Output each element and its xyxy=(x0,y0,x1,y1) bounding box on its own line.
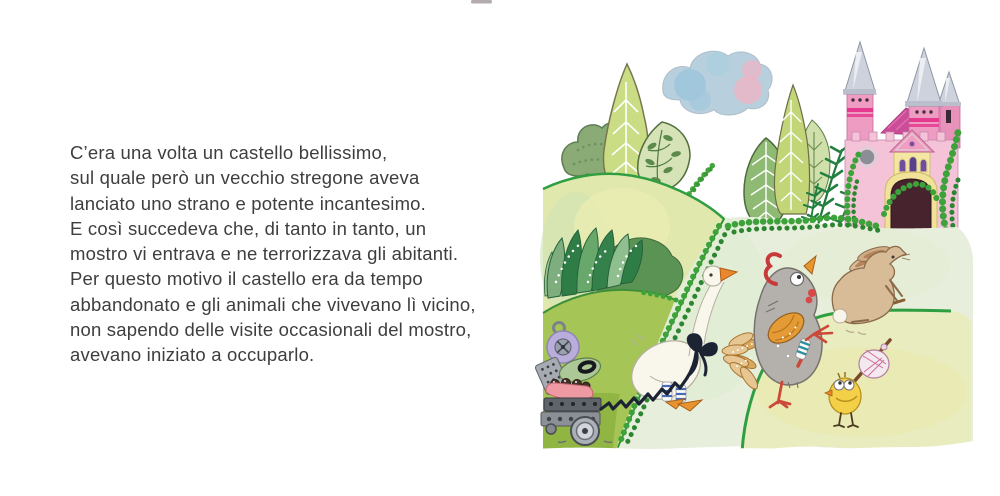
rabbit-eye xyxy=(892,256,895,259)
arch-window xyxy=(920,159,927,172)
spire-icon xyxy=(906,48,942,106)
story-line: C’era una volta un castello bellissimo, xyxy=(70,142,388,163)
sprig xyxy=(688,164,715,196)
round-window xyxy=(858,148,876,166)
hen-wattle xyxy=(808,289,816,297)
pink-castle xyxy=(843,42,961,232)
spire-icon xyxy=(844,42,876,94)
story-line: lanciato uno strano e potente incantesimo. xyxy=(70,192,427,214)
chick-eye xyxy=(844,380,854,390)
castle-door xyxy=(885,172,937,232)
page-fold-mark xyxy=(471,0,492,4)
rabbit-tail xyxy=(833,309,847,323)
story-line: E così succedeva che, di tanto in tanto, un xyxy=(70,217,427,239)
story-line: avevano iniziato a occuparlo. xyxy=(70,344,315,366)
arch-window xyxy=(909,157,917,173)
conical-tree-right xyxy=(774,85,809,214)
story-line: Per questo motivo il castello era da tempo xyxy=(70,268,423,290)
berry-tray xyxy=(546,379,593,400)
hen-eye xyxy=(791,273,804,286)
cloud xyxy=(663,51,773,115)
goose-eye xyxy=(709,273,712,276)
story-line: mostro vi entrava e ne terrorizzava gli abitanti. xyxy=(70,243,459,265)
story-line: abbandonato e gli animali che vivevano lì vicino, xyxy=(70,293,476,315)
cart-small-wheel xyxy=(546,424,556,434)
story-line: sul quale però un vecchio stregone aveva xyxy=(70,167,420,189)
chick-eye xyxy=(834,380,844,390)
story-line: non sapendo delle visite occasionali del mostro, xyxy=(70,319,472,341)
spire-icon xyxy=(938,72,960,105)
arch-window xyxy=(899,159,906,172)
